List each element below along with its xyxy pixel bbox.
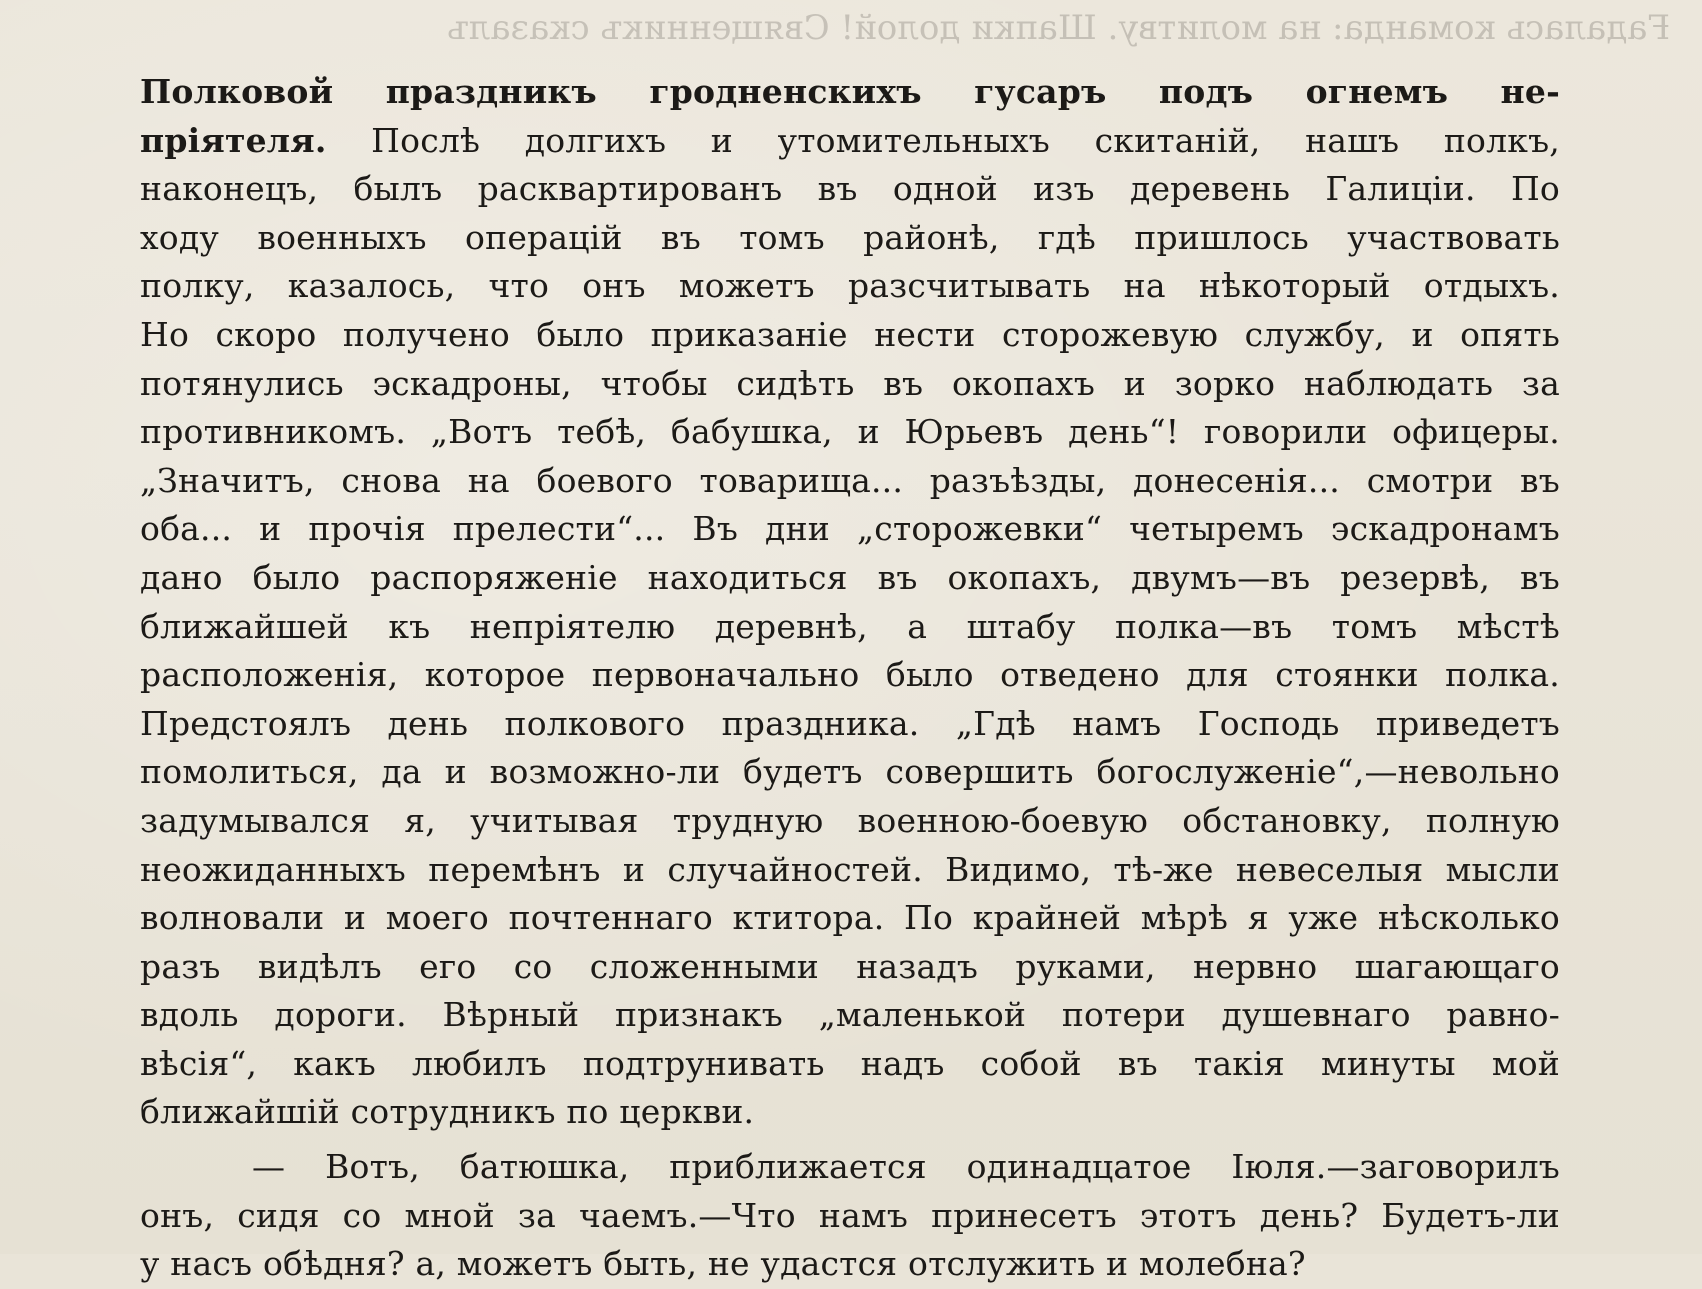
line-text: Послѣ долгихъ и утомительныхъ скитаній, нашъ полкъ,: [326, 120, 1560, 160]
text-line: помолиться, да и возможно-ли будетъ совершить богослуженіе“,—невольно: [140, 752, 1560, 792]
text-line: ближайшей къ непріятелю деревнѣ, а штабу полка—въ томъ мѣстѣ: [140, 606, 1560, 646]
text-line: полку, казалось, что онъ можетъ разсчитывать на нѣкоторый отдыхъ.: [140, 266, 1560, 306]
text-line: волновали и моего почтеннаго ктитора. По крайней мѣрѣ я уже нѣсколько: [140, 898, 1560, 938]
heading-continuation: пріятеля.: [140, 120, 327, 160]
text-line: разъ видѣлъ его со сложенными назадъ руками, нервно шагающаго: [140, 946, 1560, 986]
text-line: Но скоро получено было приказаніе нести сторожевую службу, и опять: [140, 314, 1560, 354]
text-line: вдоль дороги. Вѣрный признакъ „маленькой потери душевнаго равно-: [140, 995, 1560, 1035]
paragraph-end-line: ближайшій сотрудникъ по церкви.: [140, 1092, 755, 1132]
text-line: вѣсія“, какъ любилъ подтрунивать надъ собой въ такія минуты мой: [140, 1043, 1560, 1083]
text-line: неожиданныхъ перемѣнъ и случайностей. Видимо, тѣ-же невеселыя мысли: [140, 849, 1560, 889]
text-line: онъ, сидя со мной за чаемъ.—Что намъ принесетъ этотъ день? Будетъ-ли: [140, 1195, 1560, 1235]
text-line: наконецъ, былъ расквартированъ въ одной изъ деревень Галиціи. По: [140, 169, 1560, 209]
text-line: Предстоялъ день полкового праздника. „Гдѣ намъ Господь приведетъ: [140, 703, 1560, 743]
text-line: потянулись эскадроны, чтобы сидѣть въ окопахъ и зорко наблюдать за: [140, 363, 1560, 403]
article-body: [140, 68, 1560, 1289]
text-line: задумывался я, учитывая трудную военною-боевую обстановку, полную: [140, 800, 1560, 840]
text-line: оба... и прочія прелести“... Въ дни „сторожевки“ четыремъ эскадронамъ: [140, 509, 1560, 549]
text-line: дано было распоряженіе находиться въ окопахъ, двумъ—въ резервѣ, въ: [140, 557, 1560, 597]
paragraph-end-line: у насъ обѣдня? а, можетъ быть, не удастся отслужить и молебна?: [140, 1244, 1306, 1284]
text-line: ходу военныхъ операцій въ томъ районѣ, гдѣ пришлось участвовать: [140, 217, 1560, 257]
text-line: расположенія, которое первоначально было отведено для стоянки полка.: [140, 655, 1560, 695]
text-line: [140, 117, 1560, 166]
bleed-through-text: Ғадалась команда: на молитву. Шапки долой! Священникъ сказалъ: [447, 8, 1670, 48]
text-line: „Значитъ, снова на боевого товарища... разъѣзды, донесенія... смотри въ: [140, 460, 1560, 500]
dialogue-line: — Вотъ, батюшка, приближается одинадцатое Іюля.—заговорилъ: [252, 1147, 1560, 1187]
text-line: противникомъ. „Вотъ тебѣ, бабушка, и Юрьевъ день“! говорили офицеры.: [140, 412, 1560, 452]
article-heading: Полковой праздникъ гродненскихъ гусаръ подъ огнемъ не-: [140, 72, 1560, 111]
